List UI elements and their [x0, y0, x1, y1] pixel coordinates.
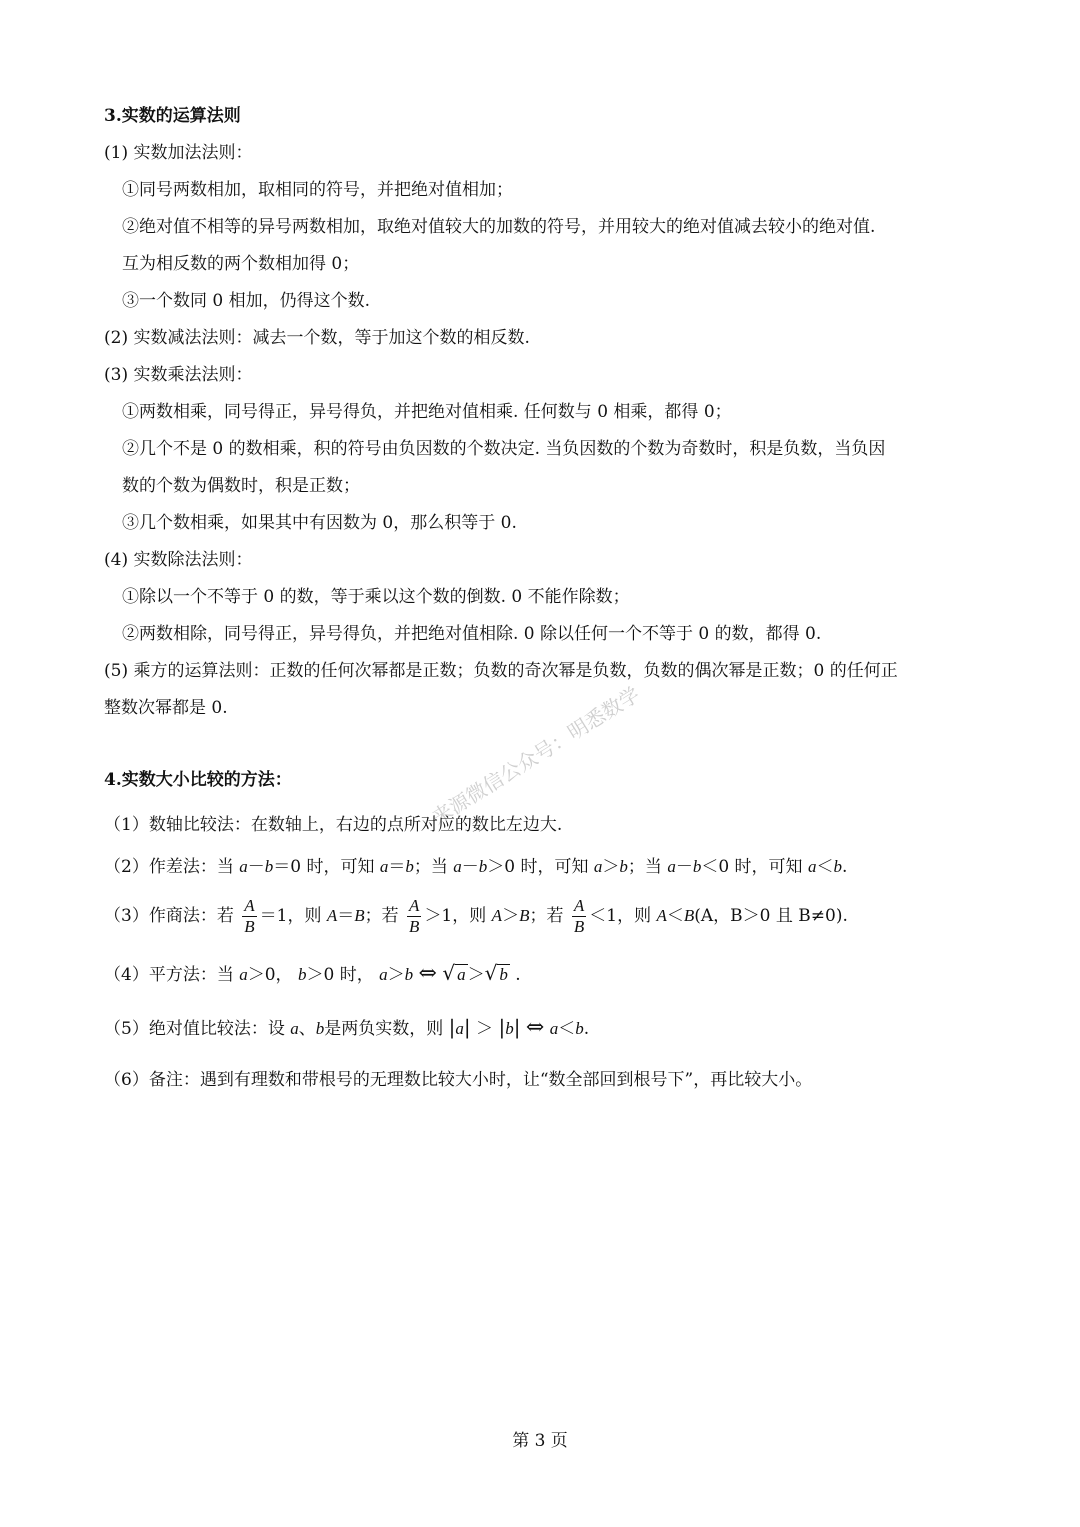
division-rule-2: ②两数相除，同号得正，异号得负，并把绝对值相除. 0 除以任何一个不等于 0 的数，都得 0.	[122, 624, 822, 644]
subtraction-rule: (2) 实数减法法则：减去一个数，等于加这个数的相反数.	[104, 328, 530, 348]
multiplication-rule-2-cont: 数的个数为偶数时，积是正数；	[122, 476, 360, 496]
multiplication-rule-2: ②几个不是 0 的数相乘，积的符号由负因数的个数决定. 当负因数的个数为奇数时，积是负数，当负因	[122, 439, 886, 459]
addition-rule-1: ①同号两数相加，取相同的符号，并把绝对值相加；	[122, 180, 513, 200]
page-number: 第 3 页	[512, 1431, 568, 1451]
method-note: （6）备注：遇到有理数和带根号的无理数比较大小时，让“数全部回到根号下”，再比较大小。	[104, 1070, 813, 1090]
watermark: 来源微信公众号：明悉数学	[427, 682, 644, 830]
division-heading: (4) 实数除法法则：	[104, 550, 253, 570]
method-absolute: （5）绝对值比较法：设 a、b是两负实数，则 |a| ＞ |b| ⇔ a＜b.	[104, 1015, 590, 1040]
fraction-a-over-b: $\frac{A}{B}$	[244, 896, 255, 936]
multiplication-rule-3: ③几个数相乘，如果其中有因数为 0，那么积等于 0.	[122, 513, 517, 533]
method-difference: （2）作差法：当 a－b＝0 时，可知 a＝b；当 a－b＞0 时，可知 a＞b；当 a－b＜0 时，可知 a＜b.	[104, 857, 848, 877]
division-rule-1: ①除以一个不等于 0 的数，等于乘以这个数的倒数. 0 不能作除数；	[122, 587, 630, 607]
section-4-title: 4.实数大小比较的方法：	[104, 770, 292, 790]
power-rule-cont: 整数次幂都是 0.	[104, 698, 228, 718]
section-3-title: 3.实数的运算法则	[104, 106, 241, 126]
power-rule: (5) 乘方的运算法则：正数的任何次幂都是正数；负数的奇次幂是负数，负数的偶次幂是正数；0 的任何正	[104, 661, 898, 681]
method-number-line: （1）数轴比较法：在数轴上，右边的点所对应的数比左边大.	[104, 815, 563, 835]
fraction-a-over-b: $\frac{A}{B}$	[409, 896, 420, 936]
addition-rule-3: ③一个数同 0 相加，仍得这个数.	[122, 291, 371, 311]
addition-heading: (1) 实数加法法则：	[104, 143, 253, 163]
addition-rule-2-cont: 互为相反数的两个数相加得 0；	[122, 254, 360, 274]
addition-rule-2: ②绝对值不相等的异号两数相加，取绝对值较大的加数的符号，并用较大的绝对值减去较小的绝对值.	[122, 217, 876, 237]
multiplication-rule-1: ①两数相乘，同号得正，异号得负，并把绝对值相乘. 任何数与 0 相乘，都得 0；	[122, 402, 732, 422]
method-quotient: （3）作商法：若 $\frac{A}{B}$ ＝1，则 A＝B；若 $\frac{A}{B}$ ＞1，则 A＞B；若 $\frac{A}{B}$ ＜1，则 A＜B(A，B＞0 且 B≠0).	[104, 896, 848, 936]
fraction-a-over-b: $\frac{A}{B}$	[573, 896, 585, 936]
multiplication-heading: (3) 实数乘法法则：	[104, 365, 253, 385]
method-square: （4）平方法：当 a＞0， b＞0 时， a＞b ⇔ √ a ＞√ b .	[104, 961, 521, 986]
